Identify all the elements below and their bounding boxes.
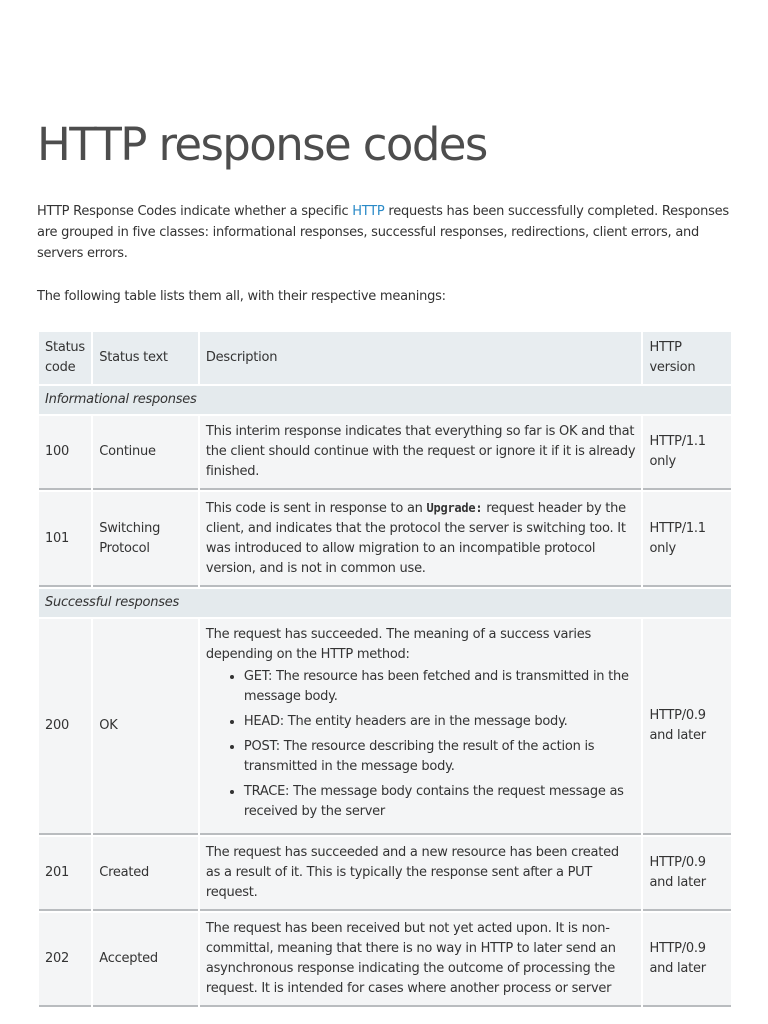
description-text: The request has succeeded. The meaning of a success varies depending on the HTTP method:: [205, 627, 591, 662]
status-code-cell: 100: [39, 416, 91, 490]
http-version-cell: HTTP/0.9 and later: [643, 619, 731, 835]
table-lead-text: The following table lists them all, with their respective meanings:: [37, 289, 446, 304]
status-text-cell: OK: [93, 619, 198, 835]
table-row: [39, 913, 731, 1007]
intro-paragraph: [37, 201, 737, 264]
section-heading: Successful responses: [39, 589, 731, 617]
description-text: This code is sent in response to an: [205, 501, 427, 516]
table-header-row: [39, 332, 731, 384]
status-codes-table: [37, 330, 733, 1009]
list-item: • TRACE: The message body contains the request message as received by the server: [244, 782, 636, 822]
section-heading: Informational responses: [39, 386, 731, 414]
intro-text-end: requests has been successfully completed. Responses are grouped in five classes: informational responses, successful responses, redirections, client errors, and servers errors.: [37, 204, 729, 261]
section-row-successful: [39, 589, 731, 617]
table-row: [39, 416, 731, 490]
http-methods-list: [206, 667, 636, 822]
page-title: HTTP response codes: [37, 118, 487, 171]
list-item: • GET: The resource has been fetched and is transmitted in the message body.: [244, 667, 636, 707]
list-item: • POST: The resource describing the result of the action is transmitted in the message body.: [244, 737, 636, 777]
status-code-cell: 101: [39, 492, 91, 587]
http-version-cell: HTTP/0.9 and later: [643, 913, 731, 1007]
status-code-cell: 201: [39, 837, 91, 911]
table-row: [39, 619, 731, 835]
header-description: Description: [200, 332, 642, 384]
description-cell: [200, 619, 642, 835]
description-cell: The request has been received but not yet acted upon. It is non-committal, meaning that there is no way in HTTP to later send an asynchronous response indicating the outcome of processing the request. It is intended for cases where another process or server: [200, 913, 642, 1007]
header-status-code: Status code: [39, 332, 91, 384]
status-text-cell: Switching Protocol: [93, 492, 198, 587]
http-version-cell: HTTP/1.1 only: [643, 492, 731, 587]
http-link[interactable]: HTTP: [352, 204, 385, 219]
description-cell: The request has succeeded and a new resource has been created as a result of it. This is typically the response sent after a PUT request.: [200, 837, 642, 911]
description-text: request header by the client, and indicates that the protocol the server is switching too. It was introduced to allow migration to an incompatible protocol version, and is not in common use.: [205, 501, 626, 576]
upgrade-header-code: Upgrade:: [426, 501, 483, 515]
table-row: [39, 492, 731, 587]
status-code-cell: 200: [39, 619, 91, 835]
status-text-cell: Continue: [93, 416, 198, 490]
status-text-cell: Accepted: [93, 913, 198, 1007]
list-item: • HEAD: The entity headers are in the message body.: [244, 712, 636, 732]
table-row: [39, 837, 731, 911]
http-version-cell: HTTP/0.9 and later: [643, 837, 731, 911]
intro-text-start: HTTP Response Codes indicate whether a specific: [37, 204, 353, 219]
header-status-text: Status text: [93, 332, 198, 384]
description-cell: This interim response indicates that everything so far is OK and that the client should continue with the request or ignore it if it is already finished.: [200, 416, 642, 490]
status-code-cell: 202: [39, 913, 91, 1007]
description-cell: [200, 492, 642, 587]
status-codes-table-container: [37, 330, 733, 996]
status-text-cell: Created: [93, 837, 198, 911]
header-http-version: HTTP version: [643, 332, 731, 384]
http-version-cell: HTTP/1.1 only: [643, 416, 731, 490]
section-row-informational: [39, 386, 731, 414]
